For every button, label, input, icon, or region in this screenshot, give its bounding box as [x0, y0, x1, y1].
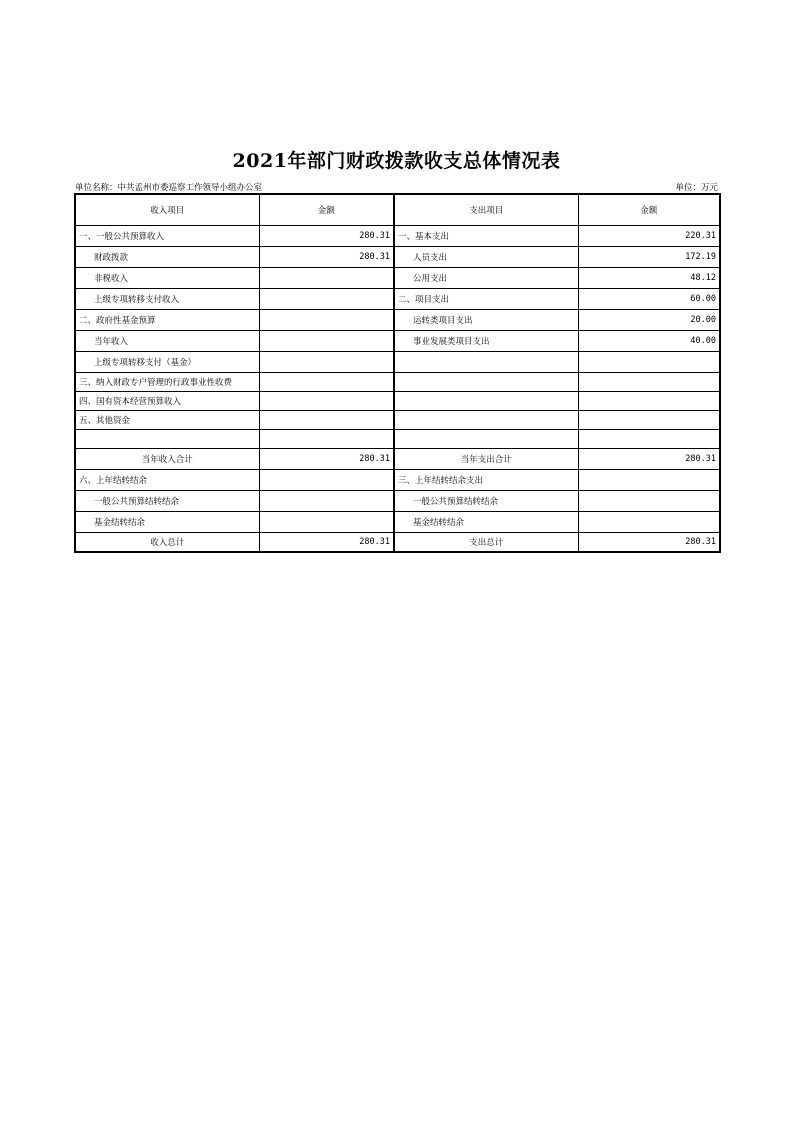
table-row	[75, 352, 720, 373]
income-amount-cell	[259, 411, 394, 430]
income-amount-cell	[259, 352, 394, 373]
table-row	[75, 533, 720, 553]
income-item-cell: 非税收入	[75, 268, 259, 289]
expense-amount-cell: 280.31	[578, 449, 720, 470]
income-item-cell: 一、一般公共预算收入	[75, 226, 259, 247]
income-amount-cell	[259, 310, 394, 331]
income-item-cell: 四、国有资本经营预算收入	[75, 392, 259, 411]
expense-item-cell: 人员支出	[394, 247, 578, 268]
header-expense-amount: 金额	[578, 194, 720, 226]
header-income-item: 收入项目	[75, 194, 259, 226]
expense-item-cell	[394, 392, 578, 411]
table-row	[75, 331, 720, 352]
unit-name-label: 单位名称：中共孟州市委巡察工作领导小组办公室	[75, 183, 263, 193]
expense-amount-cell	[578, 352, 720, 373]
table-row	[75, 226, 720, 247]
table-row	[75, 373, 720, 392]
expense-item-cell: 一、基本支出	[394, 226, 578, 247]
table-row	[75, 310, 720, 331]
income-amount-cell: 280.31	[259, 533, 394, 553]
income-item-cell: 一般公共预算结转结余	[75, 491, 259, 512]
table-row	[75, 247, 720, 268]
income-item-cell: 当年收入	[75, 331, 259, 352]
income-item-cell: 三、纳入财政专户管理的行政事业性收费	[75, 373, 259, 392]
expense-item-cell	[394, 430, 578, 449]
income-item-cell: 五、其他资金	[75, 411, 259, 430]
income-item-cell: 上级专项转移支付收入	[75, 289, 259, 310]
expense-item-cell: 二、项目支出	[394, 289, 578, 310]
expense-item-cell: 一般公共预算结转结余	[394, 491, 578, 512]
expense-amount-cell: 20.00	[578, 310, 720, 331]
income-amount-cell	[259, 512, 394, 533]
income-item-cell: 二、政府性基金预算	[75, 310, 259, 331]
table-row	[75, 392, 720, 411]
income-amount-cell: 280.31	[259, 449, 394, 470]
income-item-cell: 基金结转结余	[75, 512, 259, 533]
expense-item-cell: 事业发展类项目支出	[394, 331, 578, 352]
expense-item-cell	[394, 373, 578, 392]
table-header-row	[75, 194, 720, 226]
page-title: 2021年部门财政拨款收支总体情况表	[232, 150, 561, 172]
income-amount-cell: 280.31	[259, 226, 394, 247]
income-amount-cell	[259, 268, 394, 289]
expense-amount-cell	[578, 430, 720, 449]
income-amount-cell	[259, 331, 394, 352]
income-item-cell: 收入总计	[75, 533, 259, 553]
table-row	[75, 430, 720, 449]
expense-amount-cell	[578, 470, 720, 491]
expense-amount-cell: 48.12	[578, 268, 720, 289]
expense-item-cell: 支出总计	[394, 533, 578, 553]
income-amount-cell: 280.31	[259, 247, 394, 268]
budget-summary-table	[74, 193, 721, 553]
expense-item-cell: 基金结转结余	[394, 512, 578, 533]
table-row	[75, 411, 720, 430]
income-amount-cell	[259, 470, 394, 491]
header-income-amount: 金额	[259, 194, 394, 226]
table-row	[75, 268, 720, 289]
income-item-cell	[75, 430, 259, 449]
income-amount-cell	[259, 289, 394, 310]
expense-amount-cell	[578, 491, 720, 512]
expense-amount-cell: 220.31	[578, 226, 720, 247]
expense-item-cell	[394, 411, 578, 430]
expense-amount-cell: 40.00	[578, 331, 720, 352]
expense-amount-cell: 172.19	[578, 247, 720, 268]
income-amount-cell	[259, 430, 394, 449]
expense-item-cell: 三、上年结转结余支出	[394, 470, 578, 491]
table-row	[75, 289, 720, 310]
expense-amount-cell	[578, 512, 720, 533]
expense-amount-cell	[578, 411, 720, 430]
income-item-cell: 当年收入合计	[75, 449, 259, 470]
expense-item-cell: 公用支出	[394, 268, 578, 289]
expense-amount-cell	[578, 392, 720, 411]
expense-amount-cell	[578, 373, 720, 392]
income-item-cell: 财政拨款	[75, 247, 259, 268]
table-row	[75, 491, 720, 512]
expense-amount-cell: 60.00	[578, 289, 720, 310]
expense-item-cell	[394, 352, 578, 373]
unit-measure-label: 单位：万元	[675, 183, 718, 193]
income-amount-cell	[259, 491, 394, 512]
income-amount-cell	[259, 373, 394, 392]
table-row	[75, 449, 720, 470]
expense-amount-cell: 280.31	[578, 533, 720, 553]
header-expense-item: 支出项目	[394, 194, 578, 226]
table-row	[75, 470, 720, 491]
income-item-cell: 上级专项转移支付（基金）	[75, 352, 259, 373]
table-row	[75, 512, 720, 533]
income-item-cell: 六、上年结转结余	[75, 470, 259, 491]
expense-item-cell: 运转类项目支出	[394, 310, 578, 331]
income-amount-cell	[259, 392, 394, 411]
expense-item-cell: 当年支出合计	[394, 449, 578, 470]
